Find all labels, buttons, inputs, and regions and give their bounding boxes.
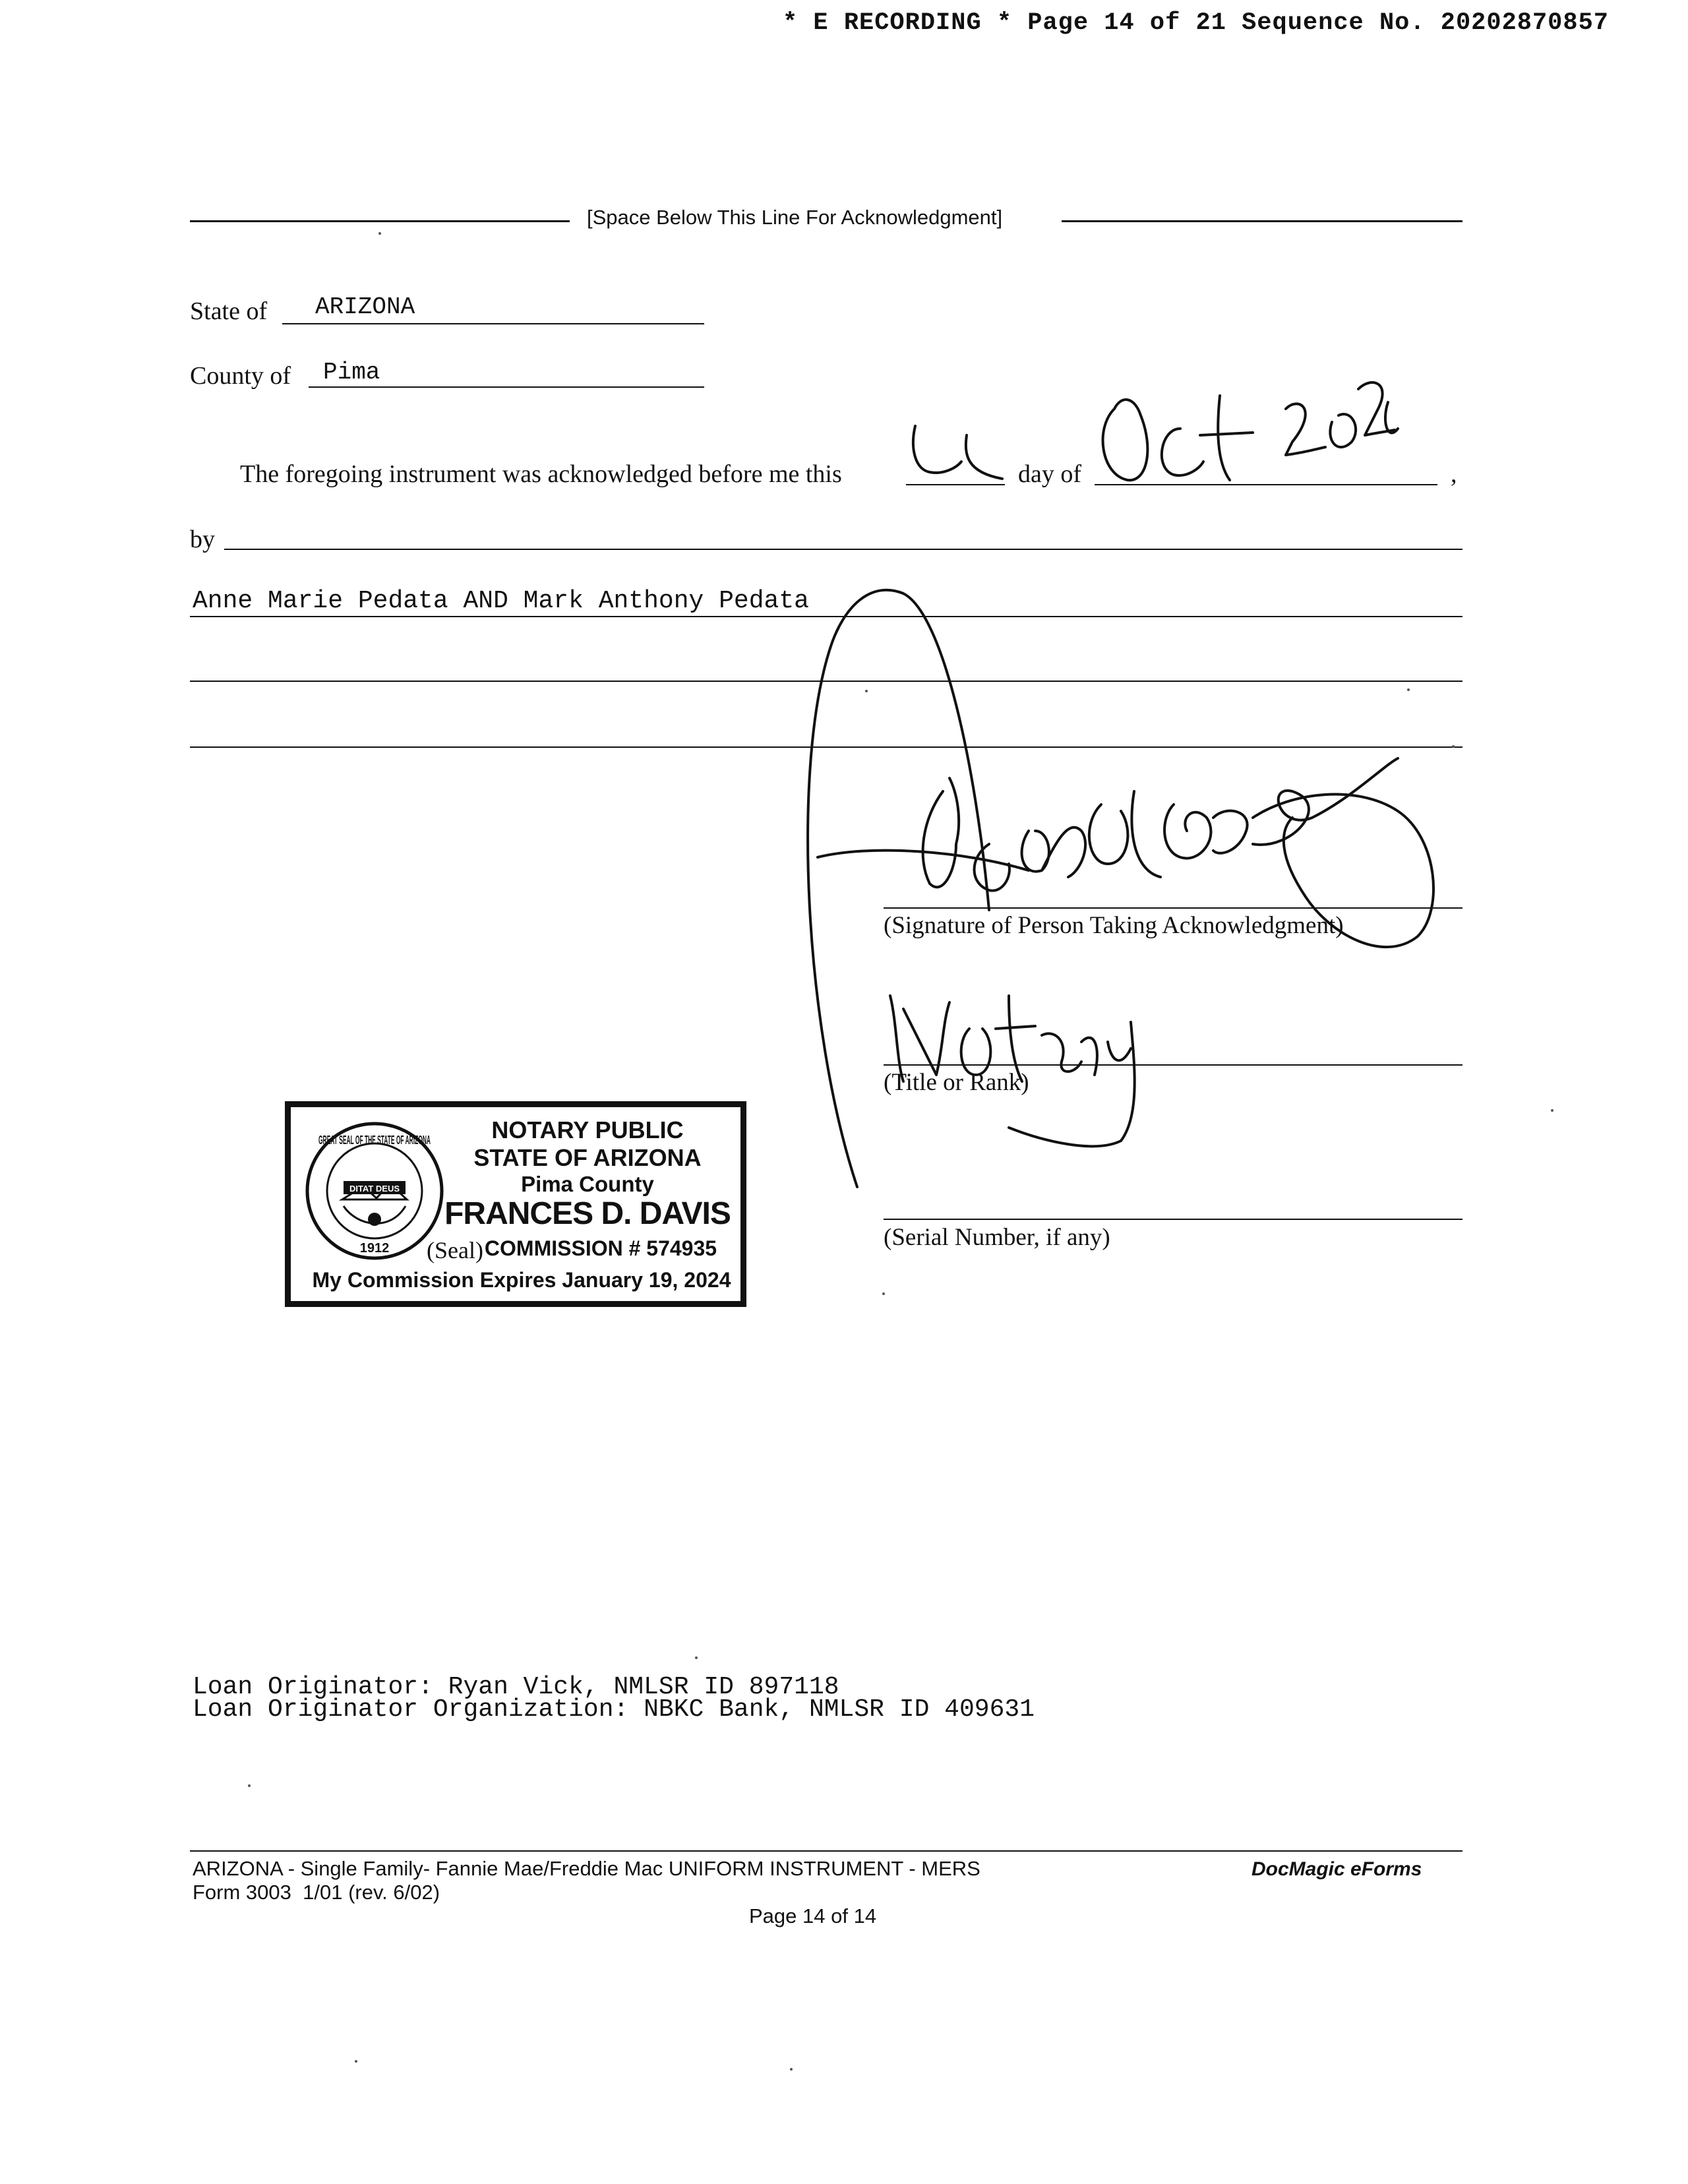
stamp-line-notary-public: NOTARY PUBLIC xyxy=(491,1116,684,1143)
trailing-comma: , xyxy=(1451,460,1457,488)
stamp-line-expiry: My Commission Expires January 19, 2024 xyxy=(312,1268,731,1292)
county-underline xyxy=(309,386,704,388)
loan-originator: Loan Originator: Ryan Vick, NMLSR ID 897118 xyxy=(193,1673,839,1701)
serial-caption: (Serial Number, if any) xyxy=(884,1224,1110,1251)
footer-form-number: Form 3003 1/01 (rev. 6/02) xyxy=(193,1881,440,1904)
divider-rule-left xyxy=(190,220,570,222)
stamp-line-name: FRANCES D. DAVIS xyxy=(444,1196,731,1231)
handwritten-month-year xyxy=(1088,369,1398,488)
title-caption: (Title or Rank) xyxy=(884,1069,1029,1096)
notary-stamp xyxy=(285,1101,746,1307)
scan-speck xyxy=(695,1656,698,1659)
stamp-line-commission: COMMISSION # 574935 xyxy=(484,1236,717,1260)
signer-names: Anne Marie Pedata AND Mark Anthony Pedata xyxy=(193,587,809,615)
footer-page-label: Page 14 of 14 xyxy=(749,1904,877,1927)
scan-speck xyxy=(1452,745,1455,748)
by-underline xyxy=(224,549,1462,550)
title-underline xyxy=(884,1064,1462,1066)
serial-underline xyxy=(884,1219,1462,1220)
county-label: County of xyxy=(190,362,291,390)
scan-speck xyxy=(790,2068,793,2071)
divider-rule-right xyxy=(1062,220,1462,222)
svg-text:DITAT DEUS: DITAT DEUS xyxy=(349,1184,400,1194)
stamp-seal-label: (Seal) xyxy=(427,1237,483,1263)
loan-originator-organization: Loan Originator Organization: NBKC Bank, NMLSR ID 409631 xyxy=(193,1695,1035,1724)
stamp-line-county: Pima County xyxy=(521,1172,654,1196)
day-of-label: day of xyxy=(1018,460,1082,488)
state-seal-icon xyxy=(304,1120,445,1261)
stamp-line-state: STATE OF ARIZONA xyxy=(473,1144,702,1171)
scan-speck xyxy=(378,232,381,235)
state-label: State of xyxy=(190,297,268,325)
scan-speck xyxy=(882,1292,885,1295)
foregoing-text: The foregoing instrument was acknowledged before me this xyxy=(240,460,842,488)
handwritten-day xyxy=(903,422,1009,488)
scan-speck xyxy=(355,2060,357,2063)
state-value: ARIZONA xyxy=(315,293,415,320)
county-value: Pima xyxy=(323,359,380,386)
recording-banner: * E RECORDING * Page 14 of 21 Sequence No. 20202870857 xyxy=(783,9,1609,37)
scan-speck xyxy=(1407,688,1410,691)
scan-speck xyxy=(248,1784,251,1787)
footer-rule xyxy=(190,1850,1462,1852)
signature-underline xyxy=(884,907,1462,909)
by-label: by xyxy=(190,526,215,553)
svg-text:1912: 1912 xyxy=(359,1241,390,1256)
signature-caption: (Signature of Person Taking Acknowledgment) xyxy=(884,912,1344,939)
acknowledgment-divider-label: [Space Below This Line For Acknowledgment] xyxy=(587,206,1003,229)
footer-brand-logo: DocMagic eForms xyxy=(1251,1858,1422,1880)
svg-text:GREAT SEAL OF THE STATE OF ARI: GREAT SEAL OF THE STATE OF ARIZONA xyxy=(318,1134,431,1147)
state-underline xyxy=(282,323,704,324)
footer-form-title: ARIZONA - Single Family- Fannie Mae/Freddie Mac UNIFORM INSTRUMENT - MERS xyxy=(193,1857,980,1880)
scan-speck xyxy=(1551,1109,1553,1112)
scan-speck xyxy=(865,690,868,692)
